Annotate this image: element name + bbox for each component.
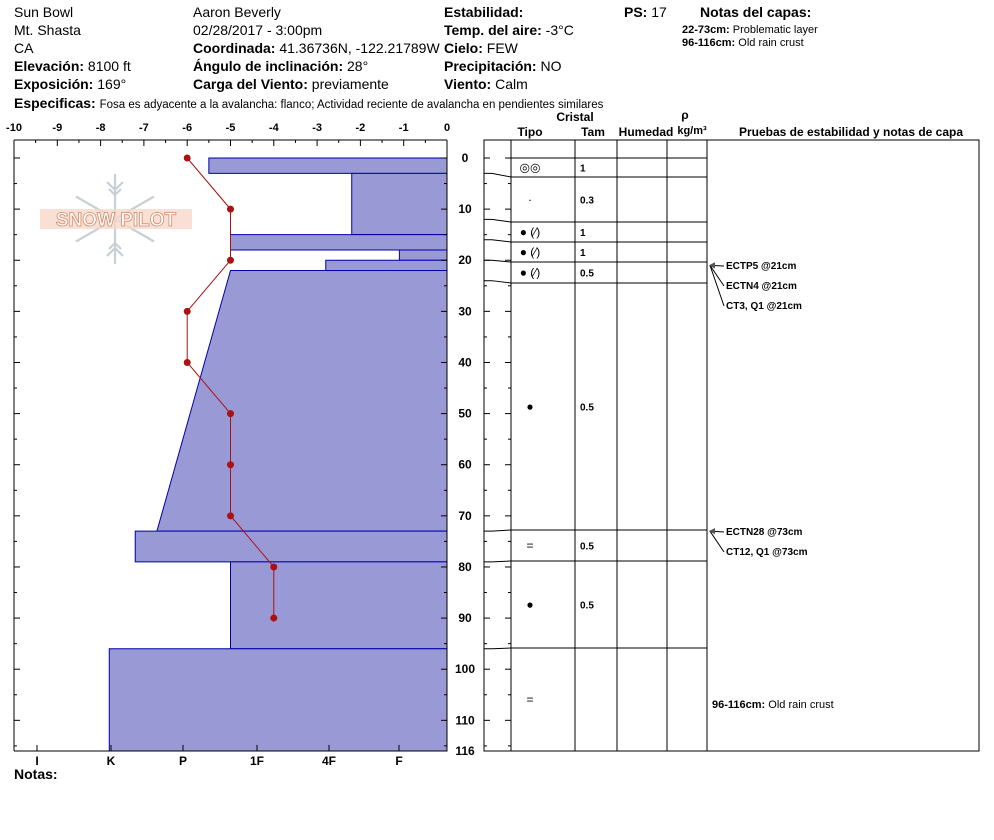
depth-tick-label-11: 110 <box>455 713 475 728</box>
crystal-connector-5 <box>484 281 511 283</box>
x-tick-label-3: -7 <box>139 122 149 134</box>
state-name: CA <box>14 40 34 56</box>
depth-tick-label-3: 30 <box>458 304 472 319</box>
crystal-connector-2 <box>484 219 511 222</box>
hardness-bar-4 <box>326 260 447 270</box>
hardness-label-1: K <box>106 754 116 768</box>
depth-tick-label-9: 90 <box>458 611 472 626</box>
elevation-value: 8100 ft <box>87 58 131 74</box>
temperature-point-2 <box>227 257 234 264</box>
specifics-text: Fosa es adyacente a la avalancha: flanco; Actividad reciente de avalancha en pendientes similares <box>99 99 604 111</box>
hardness-bar-0 <box>209 158 447 173</box>
header-tests: Pruebas de estabilidad y notas de capa <box>738 125 964 139</box>
ps-value: 17 <box>651 4 667 20</box>
crystal-size-1: 0.3 <box>580 195 594 207</box>
wind-value: Calm <box>495 76 528 92</box>
crystal-connector-7 <box>484 561 511 562</box>
precip-label: Precipitación: <box>444 58 537 74</box>
observation-datetime: 02/28/2017 - 3:00pm <box>193 22 323 38</box>
layer-note-1-text: Problematic layer <box>732 24 818 36</box>
air-temp-label: Temp. del aire: <box>444 22 542 38</box>
crystal-type-7: ● <box>526 597 534 612</box>
header-rho: ρ <box>681 108 689 122</box>
depth-tick-label-4: 40 <box>458 355 472 370</box>
header-tam: Tam <box>581 125 605 139</box>
x-tick-label-2: -8 <box>95 122 106 134</box>
temperature-point-5 <box>227 410 234 417</box>
depth-tick-label-5: 50 <box>458 406 472 421</box>
crystal-size-7: 0.5 <box>580 600 594 612</box>
layer-note-1-range: 22-73cm: <box>682 24 730 36</box>
hardness-bar-1 <box>352 173 447 234</box>
stability-test-3: ECTN28 @73cm <box>726 527 803 538</box>
snowpilot-logo-text: SNOW PILOT <box>55 210 177 231</box>
header-cristal: Cristal <box>556 110 594 124</box>
stability-test-4: CT12, Q1 @73cm <box>726 547 808 558</box>
hardness-bar-5 <box>157 270 447 531</box>
header-humedad: Humedad <box>618 125 674 139</box>
sky-label: Cielo: <box>444 40 483 56</box>
crystal-type-3: ● (⁄) <box>519 245 541 259</box>
x-tick-label-0: -10 <box>6 122 22 134</box>
crystal-size-4: 0.5 <box>580 268 594 280</box>
crystal-type-6: = <box>526 538 534 553</box>
ps-label: PS: <box>624 4 648 20</box>
depth-tick-label-2: 20 <box>458 253 472 268</box>
depth-tick-label-0: 0 <box>461 151 469 165</box>
header-tipo: Tipo <box>517 125 543 139</box>
hardness-bar-3 <box>399 250 447 260</box>
crystal-size-5: 0.5 <box>580 402 594 414</box>
hardness-label-4: 4F <box>321 754 337 768</box>
stability-label: Estabilidad: <box>444 4 524 20</box>
wind-label: Viento: <box>444 76 492 92</box>
notes-label: Notas: <box>14 766 58 782</box>
sky-value: FEW <box>486 40 518 56</box>
x-tick-label-7: -3 <box>312 122 322 134</box>
coordinate-label: Coordinada: <box>193 40 276 56</box>
stability-test-1: ECTN4 @21cm <box>726 281 797 292</box>
crystal-size-6: 0.5 <box>580 541 594 553</box>
crystal-type-8: = <box>526 692 534 707</box>
hardness-label-5: F <box>395 754 403 768</box>
hardness-bar-8 <box>109 649 447 751</box>
crystal-size-0: 1 <box>580 163 586 175</box>
x-tick-label-6: -4 <box>268 122 279 134</box>
x-tick-label-5: -5 <box>225 122 236 134</box>
stability-test-2: CT3, Q1 @21cm <box>726 301 802 312</box>
x-tick-label-9: -1 <box>398 122 409 134</box>
depth-tick-label-8: 80 <box>458 559 472 574</box>
temperature-point-3 <box>184 308 191 315</box>
air-temp-value: -3°C <box>545 22 574 38</box>
header-density-unit: kg/m³ <box>677 125 707 137</box>
crystal-type-5: ● <box>526 399 534 414</box>
layer-note-2-text: Old rain crust <box>738 37 804 49</box>
stability-test-leader-2 <box>710 265 724 306</box>
crystal-type-0: ◎◎ <box>519 160 541 175</box>
depth-tick-label-1: 10 <box>458 202 472 217</box>
crystal-type-2: ● (⁄) <box>519 225 541 239</box>
crystal-type-4: ● (⁄) <box>519 265 541 280</box>
temperature-point-9 <box>270 615 277 622</box>
temperature-point-6 <box>227 461 234 468</box>
hardness-label-3: 1F <box>249 754 265 768</box>
aspect-value: 169° <box>97 76 127 92</box>
crystal-connector-3 <box>484 240 511 242</box>
coordinate-value: 41.36736N, -122.21789W <box>279 40 440 56</box>
stability-test-0: ECTP5 @21cm <box>726 261 797 272</box>
crystal-type-1: · <box>528 192 532 207</box>
x-tick-label-1: -9 <box>52 122 63 134</box>
wind-load-value: previamente <box>311 76 389 92</box>
temperature-point-8 <box>270 563 277 570</box>
precip-value: NO <box>540 58 562 74</box>
stability-test-leader-4 <box>710 531 724 552</box>
layer-notes-title: Notas del capas: <box>700 4 812 20</box>
x-tick-label-8: -2 <box>355 122 366 134</box>
temperature-point-4 <box>184 359 191 366</box>
crystal-size-3: 1 <box>580 248 586 259</box>
slope-label: Ángulo de inclinación: <box>193 58 344 74</box>
depth-tick-label-7: 70 <box>458 508 472 523</box>
crystal-connector-1 <box>484 173 511 177</box>
temperature-point-1 <box>227 206 234 213</box>
layer-note-2-range: 96-116cm: <box>682 37 736 49</box>
aspect-label: Exposición: <box>14 76 94 92</box>
hardness-bar-6 <box>135 531 447 562</box>
depth-tick-label-10: 100 <box>454 662 476 677</box>
x-tick-label-4: -6 <box>182 122 193 134</box>
range-name: Mt. Shasta <box>14 22 81 38</box>
table-layer-note <box>712 699 834 711</box>
crystal-connector-8 <box>484 648 511 649</box>
specifics-label: Especificas: <box>14 95 96 111</box>
hardness-label-0: I <box>35 754 39 768</box>
table-layer-note-range: 96-116cm: <box>712 699 769 711</box>
stability-test-leader-1 <box>710 265 724 286</box>
hardness-label-2: P <box>178 754 188 768</box>
hardness-bar-7 <box>231 562 448 649</box>
crystal-connector-6 <box>484 530 511 531</box>
observer-name: Aaron Beverly <box>193 4 281 20</box>
depth-tick-label-6: 60 <box>458 457 472 472</box>
depth-tick-label-12: 116 <box>455 744 475 758</box>
x-tick-label-10: 0 <box>443 122 451 134</box>
table-layer-note-text: Old rain crust <box>768 699 834 711</box>
table-frame <box>484 140 979 751</box>
slope-value: 28° <box>347 58 369 74</box>
hardness-bar-2 <box>231 235 448 250</box>
wind-load-label: Carga del Viento: <box>193 76 308 92</box>
temperature-point-0 <box>184 155 191 162</box>
location-name: Sun Bowl <box>14 4 74 20</box>
temperature-point-7 <box>227 512 234 519</box>
elevation-label: Elevación: <box>14 58 85 74</box>
crystal-size-2: 1 <box>580 228 586 239</box>
